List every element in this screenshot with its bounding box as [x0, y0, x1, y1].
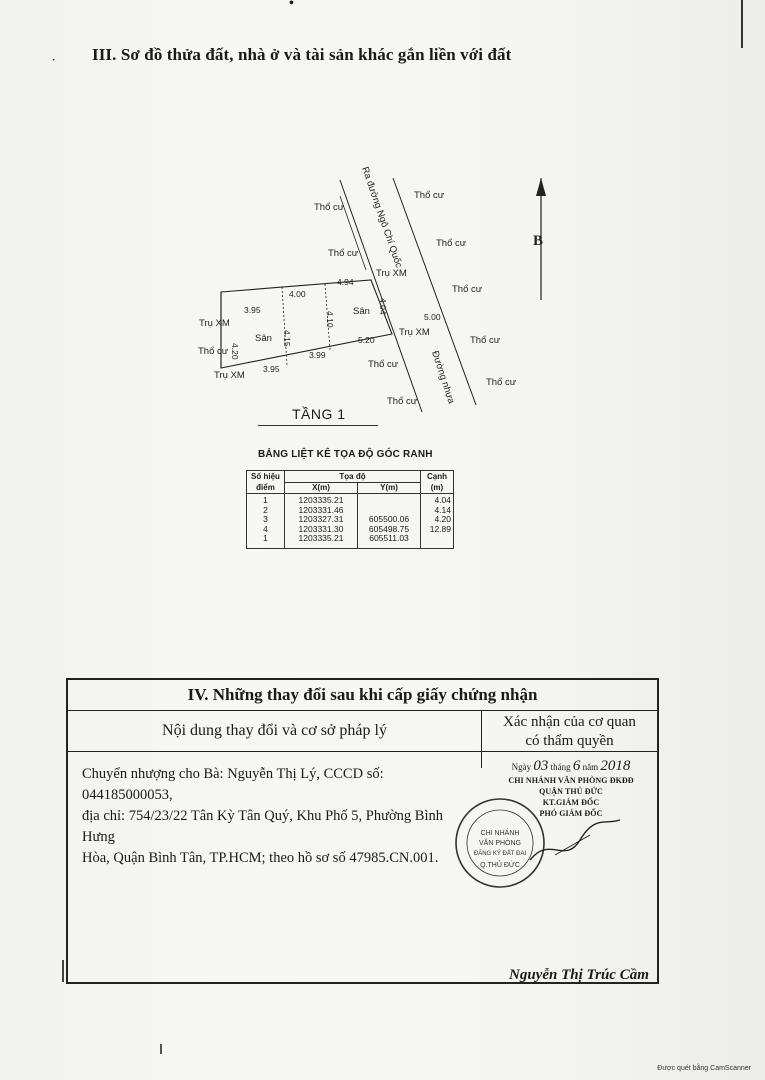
- neighbor-label: Thổ cư: [198, 346, 229, 357]
- dim-label: 4.20: [230, 343, 240, 360]
- scan-dot: •: [289, 0, 294, 11]
- scan-edge-mark: [160, 1044, 162, 1054]
- column-content-header: Nội dung thay đổi và cơ sở pháp lý: [68, 711, 482, 751]
- coord-x-col: 1203335.21 1203331.46 1203327.31 1203331.30 1203335.21: [285, 494, 358, 549]
- svg-text:ĐĂNG KÝ ĐẤT ĐAI: ĐĂNG KÝ ĐẤT ĐAI: [473, 851, 527, 857]
- svg-text:Q.THỦ ĐỨC: Q.THỦ ĐỨC: [480, 862, 520, 869]
- pillar-label: Trụ XM: [199, 318, 230, 329]
- dim-label: 4.15: [282, 330, 292, 347]
- coord-header-edge: Cạnh (m): [421, 471, 454, 494]
- dim-label: 4.00: [289, 289, 306, 299]
- pillar-label: Trụ XM: [214, 370, 245, 381]
- dim-label: 3.95: [244, 305, 261, 315]
- land-plot-diagram: [0, 0, 765, 420]
- dim-label: 5.20: [358, 335, 375, 345]
- pillar-label: Trụ XM: [399, 327, 430, 338]
- signer-name: Nguyễn Thị Trúc Cầm: [509, 967, 649, 983]
- north-arrow-icon: [533, 178, 546, 300]
- confirmation-date: Ngày 03 tháng 6 năm 2018: [511, 758, 631, 774]
- column-confirm-header: Xác nhận của cơ quan có thẩm quyền: [503, 714, 636, 749]
- svg-text:VĂN PHÒNG: VĂN PHÒNG: [478, 840, 522, 847]
- confirmation-block: Ngày 03 tháng 6 năm 2018 CHI NHÁNH VĂN PHÒNG ĐKĐĐ QUẬN THỦ ĐỨC KT.GIÁM ĐỐC PHÓ GIÁM ĐỐC: [486, 758, 656, 819]
- section-iv-title: IV. Những thay đổi sau khi cấp giấy chứng nhận: [68, 680, 657, 711]
- coord-id-col: 1 2 3 4 1: [247, 494, 285, 549]
- dim-label: 3.99: [309, 350, 326, 360]
- coord-header-x: X(m): [285, 482, 358, 494]
- dim-label: 3.95: [263, 364, 280, 374]
- dim-label: 4.10: [325, 311, 335, 328]
- inner-divider: [282, 287, 287, 365]
- neighbor-label: Thổ cư: [452, 284, 483, 295]
- coord-header-id: Số hiệu điểm: [247, 471, 285, 494]
- neighbor-label: Thổ cư: [314, 202, 345, 213]
- scanner-footer: Được quét bằng CamScanner: [657, 1065, 751, 1072]
- neighbor-label: Thổ cư: [414, 190, 445, 201]
- scan-dot: ·: [52, 55, 56, 66]
- neighbor-label: Thổ cư: [328, 248, 359, 259]
- section-iii-title: III. Sơ đồ thửa đất, nhà ở và tài sản khác gắn liền với đất: [92, 45, 512, 64]
- neighbor-label: Thổ cư: [387, 396, 418, 407]
- dim-label: 5.00: [424, 312, 441, 322]
- coord-table-title: BẢNG LIỆT KÊ TỌA ĐỘ GÓC RANH: [258, 449, 433, 460]
- signature-stroke: [520, 815, 640, 875]
- floor-label: TẦNG 1: [292, 406, 346, 422]
- svg-text:CHI NHÁNH: CHI NHÁNH: [480, 830, 520, 837]
- floor-underline: [258, 425, 378, 426]
- column-divider: [481, 752, 482, 768]
- dim-label: 4.94: [337, 277, 354, 287]
- scan-edge-mark: [62, 960, 64, 982]
- north-symbol: B: [533, 233, 544, 249]
- yard-label: Sân: [255, 333, 272, 344]
- change-content: Chuyển nhượng cho Bà: Nguyễn Thị Lý, CCCD số: 044185000053, địa chỉ: 754/23/22 Tân Kỳ Tân Quý, Khu Phố 5, Phường Bình Hưng Hòa, Quận Bình Tân, TP.HCM; theo hồ sơ số 47985.CN.001.: [82, 766, 443, 866]
- section-iv-header: [68, 711, 657, 752]
- yard-label: Sân: [353, 306, 370, 317]
- neighbor-label: Thổ cư: [436, 238, 467, 249]
- coord-y-col: 605500.06 605498.75 605511.03: [358, 494, 421, 549]
- road-top-label: Ra đường Ngô Chí Quốc: [359, 165, 405, 270]
- neighbor-label: Thổ cư: [470, 335, 501, 346]
- coord-table: [246, 470, 454, 549]
- dim-label: 4.04: [378, 298, 388, 315]
- coord-header-y: Y(m): [358, 482, 421, 494]
- road-side-label: Đường nhựa: [429, 349, 457, 406]
- neighbor-label: Thổ cư: [368, 359, 399, 370]
- neighbor-label: Thổ cư: [486, 377, 517, 388]
- coord-edge-col: 4.04 4.14 4.20 12.89: [421, 494, 454, 549]
- plot-outline: [221, 280, 392, 368]
- pillar-label: Trụ XM: [376, 268, 407, 279]
- coord-header-xy: Tọa độ: [285, 471, 421, 483]
